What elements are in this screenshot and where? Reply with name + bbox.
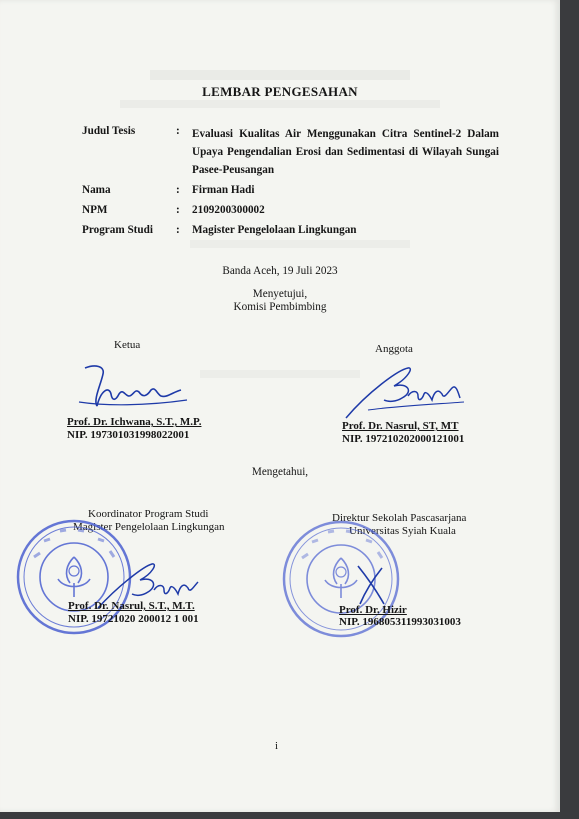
bleed-through — [150, 70, 410, 80]
page-title: LEMBAR PENGESAHAN — [202, 84, 358, 99]
colon: : — [176, 184, 180, 196]
colon: : — [176, 224, 180, 236]
npm-value: 2109200300002 — [192, 204, 265, 216]
coordinator-name: Prof. Dr. Nasrul, S.T., M.T. — [68, 600, 195, 612]
chair-signature — [75, 360, 195, 415]
bleed-through — [120, 100, 440, 108]
program-label: Program Studi — [82, 224, 153, 236]
director-signature — [352, 560, 392, 610]
name-value: Firman Hadi — [192, 184, 255, 196]
chair-nip: NIP. 197301031998022001 — [67, 429, 190, 441]
bleed-through — [200, 370, 360, 378]
director-title: Direktur Sekolah Pascasarjana — [332, 512, 467, 524]
director-university: Universitas Syiah Kuala — [349, 525, 456, 537]
npm-label: NPM — [82, 204, 108, 216]
director-nip: NIP. 196805311993031003 — [339, 616, 461, 628]
name-label: Nama — [82, 184, 111, 196]
place-date: Banda Aceh, 19 Juli 2023 — [222, 265, 338, 277]
chair-role: Ketua — [114, 339, 141, 351]
chair-name: Prof. Dr. Ichwana, S.T., M.P. — [67, 416, 202, 428]
member-nip: NIP. 197210202000121001 — [342, 433, 465, 445]
acknowledged-label: Mengetahui, — [251, 466, 309, 478]
coordinator-title: Koordinator Program Studi — [88, 508, 209, 520]
member-signature — [338, 362, 468, 422]
thesis-title-label: Judul Tesis — [82, 125, 136, 137]
director-name: Prof. Dr. Hizir — [339, 604, 407, 616]
approved-label: Menyetujui, — [252, 288, 308, 300]
member-role: Anggota — [375, 343, 413, 355]
thesis-title-value: Evaluasi Kualitas Air Menggunakan Citra Sentinel-2 Dalam Upaya Pengendalian Erosi dan Sedimentasi di Wilayah Sungai Pasee-Peusangan — [192, 128, 499, 176]
bleed-through — [190, 240, 410, 248]
program-value: Magister Pengelolaan Lingkungan — [192, 224, 357, 236]
committee-label: Komisi Pembimbing — [233, 301, 327, 313]
coordinator-program: Magister Pengelolaan Lingkungan — [73, 521, 225, 533]
colon: : — [176, 204, 180, 216]
colon: : — [176, 125, 180, 137]
coordinator-nip: NIP. 19721020 200012 1 001 — [68, 613, 199, 625]
page-number: i — [275, 740, 279, 752]
member-name: Prof. Dr. Nasrul, ST, MT — [342, 420, 459, 432]
